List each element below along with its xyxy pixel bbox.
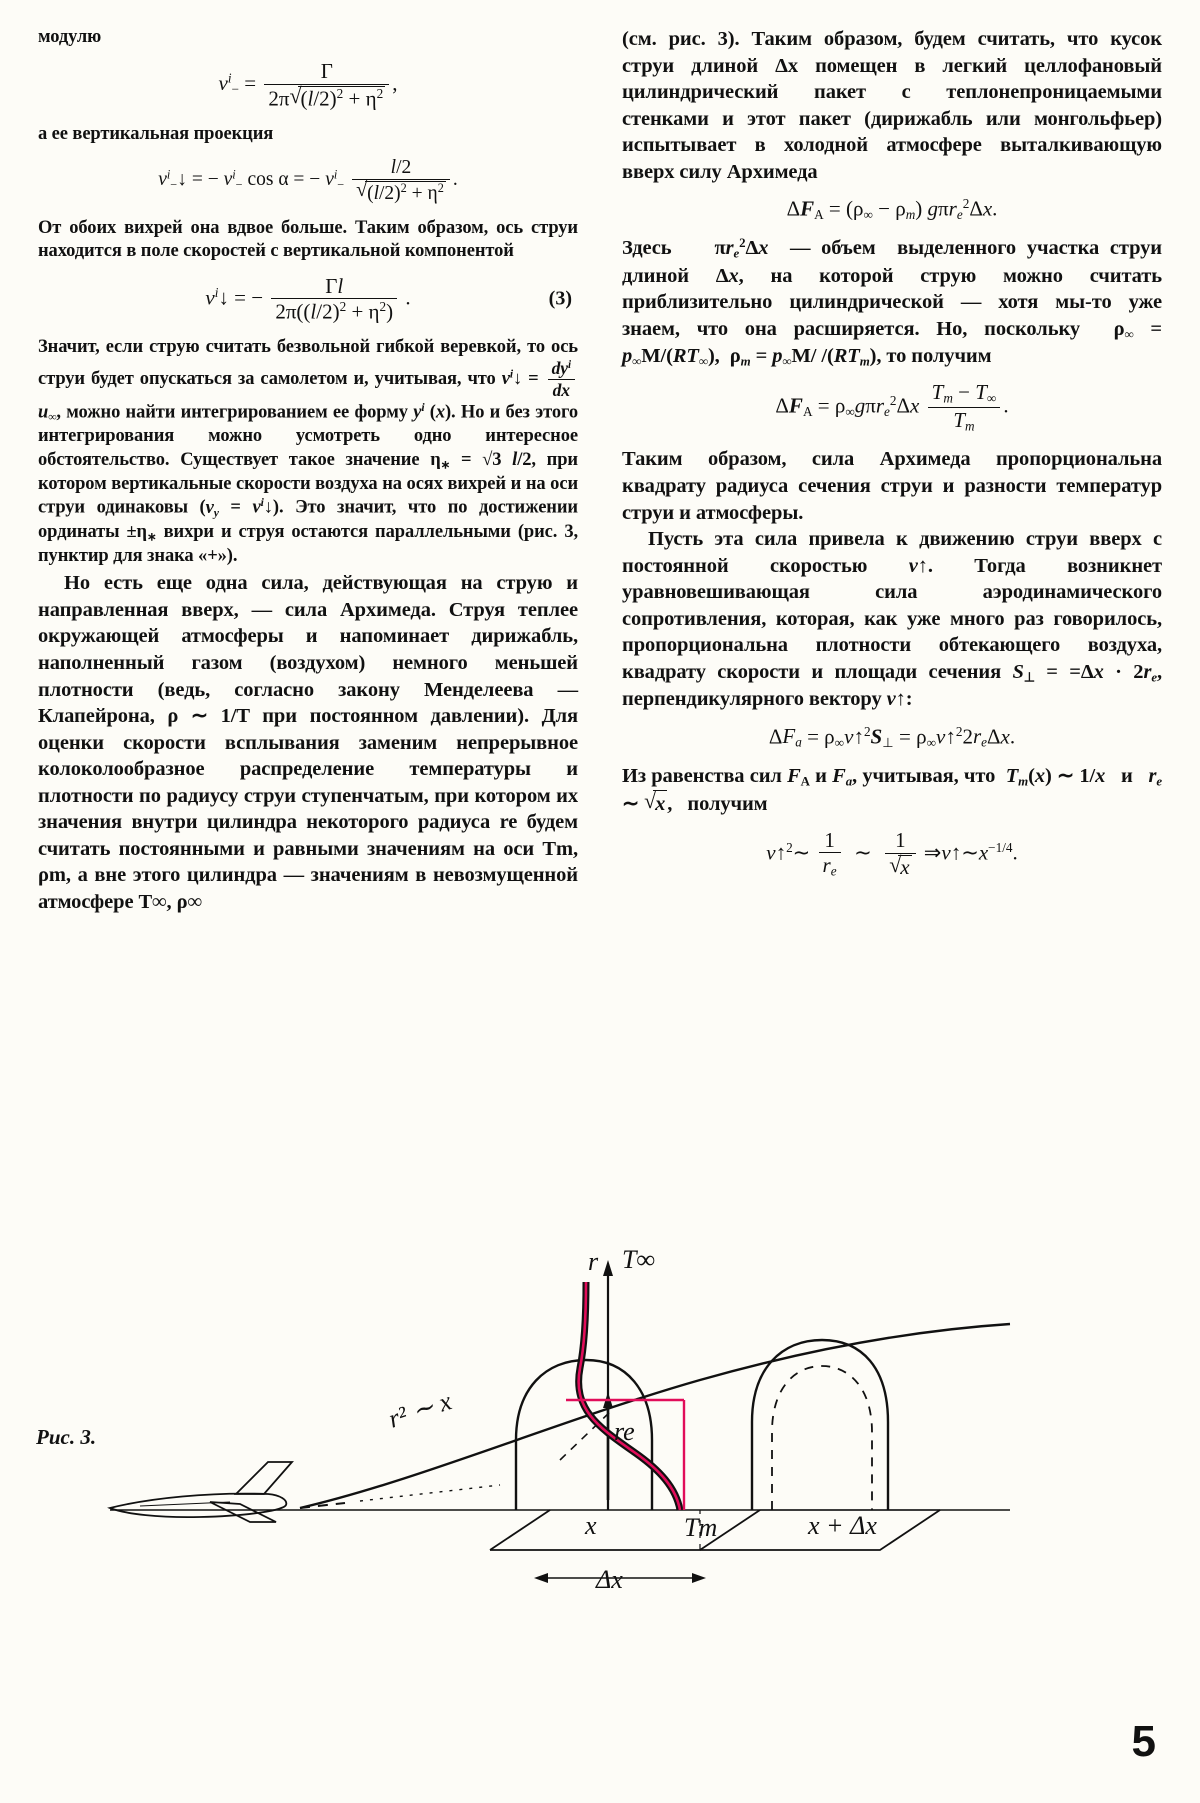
- two-column-body: [38, 26, 1163, 915]
- figure-3: [0, 1110, 1200, 1670]
- paragraph-both-vortices: От обоих вихрей она вдвое больше. Таким образом, ось струи находится в поле скоростей с вертикальной компонентой: [38, 217, 578, 262]
- paragraph-cellophane-packet: (см. рис. 3). Таким образом, будем считать, что кусок струи длиной Δx помещен в легкий целлофановый цилиндрический пакет с теплонепроницаемыми стенками и этот пакет (дирижабль или монгольфьер) испытывает в холодной атмосфере выталкивающую вверх силу Архимеда: [622, 28, 1162, 183]
- figure-3-svg: [0, 1110, 1200, 1670]
- figure-label-delta-x: Δx: [596, 1565, 623, 1594]
- equation-v-minus: $v^i_-$ = $\frac{\Gamma}{2\pi √ (l/2)^2 + \eta^2}$ ,: [38, 60, 578, 110]
- figure-label-re: re: [614, 1417, 635, 1446]
- figure-label-curve: r² ∼ x: [384, 1386, 455, 1434]
- figure-label-r: r: [588, 1247, 599, 1276]
- figure-label-tm: Tm: [684, 1513, 718, 1542]
- paragraph-flexible-rope: Значит, если струю считать безвольной гибкой веревкой, то ось струи будет опускаться за самолетом и, учитывая, что $v^i↓$ = $\frac{dy^i}{dx}$ $u_\infty$, можно найти интегрированием ее форму $y^i$ (x). Но и без этого интегрирования можно усмотреть одно интересное обстоятельство. Существует такое значение $\eta_∗ = √3$ l/2, при котором вертикальные скорости воздуха на осях вихрей и на оси струи одинаковы ($v_y$ = $v^i↓$). Это значит, что по достижении ординаты $\pm\eta_∗$ вихри и струя остаются параллельными (рис. 3, пунктир для знака «+»).: [38, 336, 578, 566]
- right-column: [622, 26, 1162, 915]
- figure-lead-dotted: [360, 1485, 500, 1501]
- paragraph-volume-explanation: Здесь $\pi r_e^2\Delta x$ — объем выделенного участка струи длиной Δx, на которой струю можно считать приблизительно цилиндрической — хотя мы-то уже знаем, что она расширяется. Но, поскольку $\rho_\infty = p_\infty М/(RT_\infty)$, $\rho_m = p_\infty М/$ $/(RT_m)$, то получим: [622, 235, 1163, 369]
- figure-caption: Рис. 3.: [36, 1425, 97, 1449]
- equation-buoyancy-temperature: $\Delta F_A = \rho_\infty g\pi r_e^2\Delta x$ $\frac{T_m - T_\infty}{T_m}$ .: [775, 380, 1009, 434]
- paragraph-force-equality: Из равенства сил $F_A$ и $F_a$, учитывая, что $T_m(x)$ ∼ 1/x и $r_e$ ∼ √ x, получим: [622, 763, 1162, 818]
- figure-label-t-inf: T∞: [622, 1245, 655, 1274]
- figure-r-axis-arrow: [603, 1260, 613, 1276]
- paragraph-modulo: модулю: [38, 27, 102, 47]
- equation-drag-force: $\Delta F_a$ = $\rho_\infty v↑^2S_\perp$ = $\rho_\infty v↑^22r_e\Delta x$.: [768, 723, 1016, 750]
- paragraph-archimedes-force: Но есть еще одна сила, действующая на струю и направленная вверх, — сила Архимеда. Струя теплее окружающей атмосферы и напоминает дирижабль, наполненный газом (воздухом) немного меньшей плотности (ведь, согласно закону Менделеева — Клапейрона, ρ ∼ 1/T при постоянном давлении). Для оценки скорости всплывания заменим непрерывное колоколообразное распределение температуры и плотности по радиусу струи ступенчатым, при котором их значения внутри цилиндра некоторого радиуса re будем считать постоянными и равными значениям на оси Tm, ρm, а вне этого цилиндра — значениям в невозмущенной атмосфере T∞, ρ∞: [38, 572, 578, 913]
- figure-temperature-curve-outline: [579, 1282, 680, 1510]
- equation-number-3: (3): [548, 287, 572, 310]
- equation-3: $v^i↓$ = − $\frac{\Gamma l}{2\pi((l/2)^2 + \eta^2)}$ . (3): [205, 273, 572, 324]
- figure-label-x-plus-dx: x + Δx: [808, 1511, 877, 1540]
- paragraph-proportional-square: Таким образом, сила Архимеда пропорциональна квадрату радиуса сечения струи и разности температур струи и атмосферы.: [622, 448, 1162, 524]
- figure-airplane: [110, 1462, 292, 1522]
- figure-base-front: [490, 1510, 760, 1550]
- figure-label-x: x: [585, 1511, 597, 1540]
- figure-right-bell-dashed: [772, 1366, 872, 1510]
- equation-vertical-projection: $v^i_-↓$ = − $v^i_-$ cos α = − $v^i_-$ l/2 √ $(l/2)^2 + \eta^2$ .: [38, 157, 578, 204]
- paragraph-vertical-projection: а ее вертикальная проекция: [38, 123, 274, 144]
- page-number: 5: [1131, 1717, 1156, 1766]
- equation-buoyancy-force: $\Delta F_A = (\rho_\infty - \rho_m)$ gπr$_e^2$Δx.: [786, 196, 998, 223]
- left-column: [38, 26, 578, 915]
- figure-base-left: [490, 1510, 550, 1550]
- equation-velocity-scaling: v↑$^2$∼ $\frac{1}{r_e}$ ∼ 1 √ x $\Rightarrow v↑\sim x^{-1/4}$.: [622, 829, 1162, 880]
- paragraph-constant-velocity: Пусть эта сила привела к движению струи вверх с постоянной скоростью v↑. Тогда возникнет уравновешивающая сила аэродинамического сопротивления, которая, как уже много раз говорилось, пропорциональна плотности обтекающего воздуха, квадрату скорости и площади сечения $S_\perp = =\Delta x \cdot 2r_e$, перпендикулярного вектору v↑:: [622, 528, 1163, 711]
